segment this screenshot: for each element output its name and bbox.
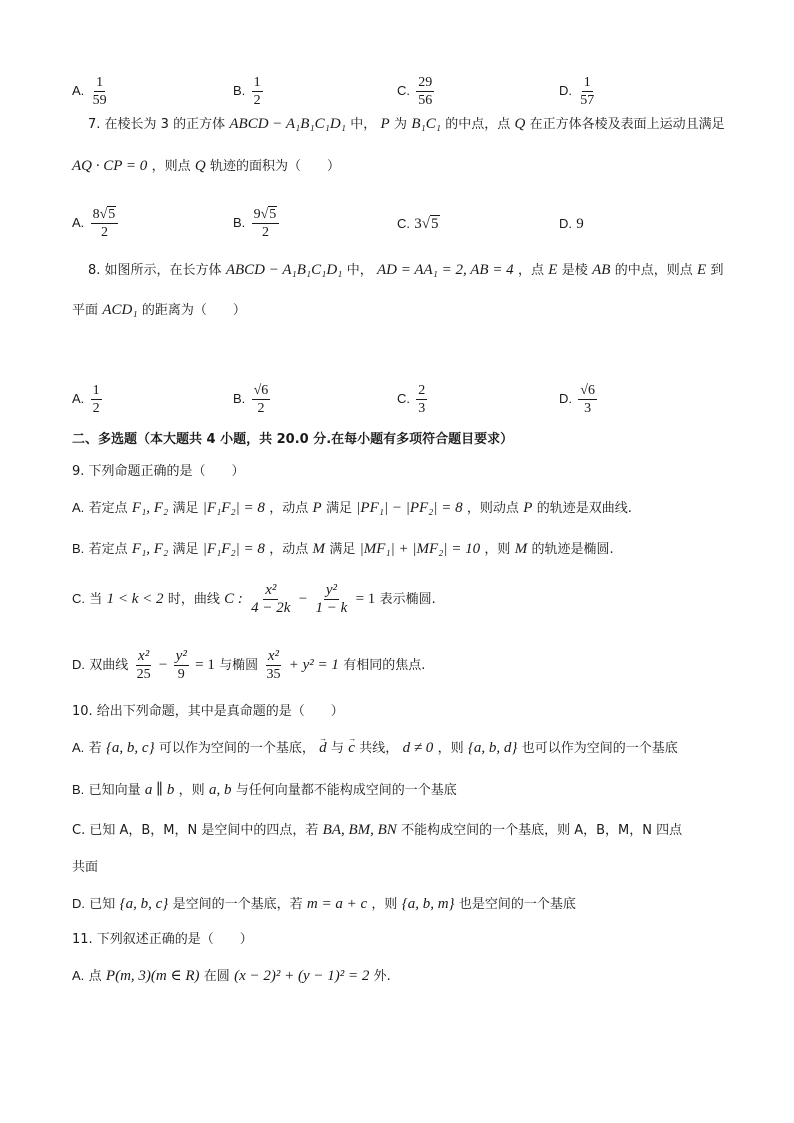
fraction-numerator: 1 — [583, 75, 591, 90]
text: 是空间的一个基底，若 — [172, 897, 303, 912]
coefficient: 3 — [414, 216, 422, 232]
q8-stem-line1 — [88, 260, 724, 281]
fraction-numerator: x² — [138, 648, 150, 664]
fraction-denominator: 3 — [418, 401, 426, 416]
option-letter: C. — [397, 83, 410, 98]
text: 外. — [373, 969, 391, 984]
math: M — [312, 541, 326, 557]
option-letter: B. — [72, 782, 85, 797]
text: 8. 如图所示，在长方体 — [88, 263, 222, 278]
fraction-denominator: 2 — [257, 401, 265, 416]
fraction-denominator: 9 — [177, 667, 185, 682]
math: {a, b, m} — [401, 896, 455, 912]
fraction-denominator: 2 — [100, 225, 108, 240]
math: B₁C₁ — [411, 116, 441, 132]
option-letter: C. — [397, 216, 410, 231]
text: 平面 — [72, 303, 99, 318]
vector: → c — [348, 738, 355, 758]
option-letter: D. — [559, 83, 572, 98]
text: 也是空间的一个基底 — [458, 897, 576, 912]
math: C : — [224, 591, 243, 607]
radicand: 5 — [108, 207, 116, 222]
radicand: 5 — [269, 207, 277, 222]
fraction-numerator: 1 — [96, 75, 104, 90]
text: 满足 — [329, 542, 356, 557]
coefficient: 9 — [253, 207, 261, 222]
q7-options — [72, 194, 772, 240]
math: |MF₁| + |MF₂| = 10 — [359, 541, 481, 557]
text: 当 — [89, 592, 103, 607]
text: 若定点 — [88, 542, 128, 557]
text: 的轨迹是椭圆. — [531, 542, 614, 557]
text: 为 — [394, 117, 408, 132]
fraction-denominator: 56 — [418, 93, 433, 108]
text: 也可以作为空间的一个基底 — [521, 741, 678, 756]
text: ，则 — [178, 783, 205, 798]
math: BA, BM, BN — [322, 822, 397, 838]
math: 1 < k < 2 — [106, 591, 164, 607]
q10-option-c-line2: 共面 — [72, 860, 99, 875]
math: = 1 — [355, 591, 376, 607]
math: d ≠ 0 — [402, 740, 434, 756]
q7-option-b: B. $\frac{9√5}{2}$ — [233, 206, 281, 241]
fraction-numerator: √6 — [253, 383, 269, 398]
text: 的中点，点 — [445, 117, 511, 132]
q6-option-b — [233, 74, 265, 109]
text: ，则 — [484, 542, 511, 557]
math: M — [514, 541, 528, 557]
text: 已知 — [89, 897, 116, 912]
fraction-numerator: 1 — [253, 75, 261, 90]
q11-stem: 11. 下列叙述正确的是（ ） — [72, 932, 253, 947]
q11-option-a — [72, 966, 391, 987]
option-letter: A. — [72, 500, 85, 515]
fraction-denominator: 59 — [92, 93, 107, 108]
math: AQ · CP = 0 — [72, 158, 148, 174]
text: 可以作为空间的一个基底， — [158, 741, 315, 756]
fraction-denominator: 1 − k — [315, 600, 348, 616]
text: ，动点 — [269, 501, 309, 516]
math: Q — [194, 158, 206, 174]
option-letter: C. — [397, 391, 410, 406]
math: |F₁F₂| = 8 — [202, 500, 265, 516]
q9-option-c — [72, 582, 436, 617]
option-letter: A. — [72, 215, 85, 230]
fraction-denominator: 57 — [580, 93, 595, 108]
text: 已知向量 — [88, 783, 141, 798]
q9-stem: 9. 下列命题正确的是（ ） — [72, 464, 245, 479]
q7-option-a: A. $\frac{8√5}{2}$ — [72, 206, 120, 241]
math: E — [548, 262, 558, 278]
option-letter: D. — [72, 657, 85, 672]
q8-stem-line2 — [72, 300, 246, 321]
text: 表示椭圆. — [379, 592, 436, 607]
text: 的距离为（ ） — [141, 303, 246, 318]
q7-option-d — [559, 214, 584, 234]
fraction-numerator: 2 — [418, 383, 426, 398]
math: ACD₁ — [102, 302, 138, 318]
q10-option-d — [72, 894, 576, 915]
math: ABCD − A₁B₁C₁D₁ — [225, 262, 343, 278]
q10-stem: 10. 给出下列命题，其中是真命题的是（ ） — [72, 704, 344, 719]
text: 共线， — [359, 741, 399, 756]
q6-options — [72, 64, 772, 108]
option-letter: A. — [72, 968, 85, 983]
math: P — [380, 116, 390, 132]
q7-option-c: C. 3√5 — [397, 216, 439, 232]
fraction-numerator: x² — [265, 582, 277, 598]
q6-option-c — [397, 74, 436, 109]
fraction-denominator: 25 — [136, 667, 151, 682]
text: C. 已知 A，B，M，N 是空间中的四点，若 — [72, 823, 319, 838]
fraction-denominator: 2 — [92, 401, 100, 416]
fraction-denominator: 3 — [584, 401, 592, 416]
q10-option-a — [72, 738, 678, 759]
text: 是棱 — [561, 263, 588, 278]
fraction-denominator: 2 — [253, 93, 261, 108]
operator: − — [298, 591, 308, 607]
q9-option-b — [72, 539, 614, 560]
text: ，则点 — [151, 159, 191, 174]
q6-option-a — [72, 74, 111, 109]
option-letter: A. — [72, 391, 85, 406]
q8-option-d — [559, 382, 599, 417]
text: 的轨迹是双曲线. — [536, 501, 632, 516]
option-letter: B. — [72, 541, 85, 556]
math: AD = AA₁ = 2, AB = 4 — [377, 262, 514, 278]
fraction-numerator: 29 — [418, 75, 433, 90]
option-value: 9 — [576, 216, 584, 232]
math: P — [312, 500, 322, 516]
math: a, b — [208, 782, 232, 798]
text: 若 — [88, 741, 102, 756]
text: 双曲线 — [89, 658, 129, 673]
text: 轨迹的面积为（ ） — [210, 159, 341, 174]
text: 若定点 — [88, 501, 128, 516]
option-letter: B. — [233, 215, 246, 230]
text: 到 — [710, 263, 724, 278]
fraction-denominator: 35 — [266, 667, 281, 682]
math: AB — [592, 262, 611, 278]
text: 满足 — [172, 542, 199, 557]
option-letter: D. — [559, 391, 572, 406]
q6-option-d — [559, 74, 598, 109]
text: 中， — [350, 117, 377, 132]
operator: − — [158, 657, 168, 673]
text: 有相同的焦点. — [343, 658, 426, 673]
math: P(m, 3)(m ∈ R) — [105, 968, 200, 984]
fraction-numerator: 1 — [92, 383, 100, 398]
math: Q — [514, 116, 526, 132]
math: ABCD − A₁B₁C₁D₁ — [229, 116, 346, 132]
q10-option-b — [72, 780, 457, 801]
math: {a, b, c} — [119, 896, 169, 912]
option-letter: A. — [72, 83, 85, 98]
text: ，则 — [437, 741, 464, 756]
q8-option-c — [397, 382, 429, 417]
q8-options — [72, 372, 772, 416]
math: P — [523, 500, 533, 516]
q10-option-c — [72, 820, 682, 841]
math: |PF₁| − |PF₂| = 8 — [356, 500, 463, 516]
text: 不能构成空间的一个基底，则 A，B，M，N 四点 — [401, 823, 683, 838]
coefficient: 8 — [92, 207, 100, 222]
text: ，则 — [371, 897, 398, 912]
q7-stem-line2 — [72, 156, 340, 177]
math: F₁, F₂ — [131, 500, 169, 516]
option-letter: A. — [72, 740, 85, 755]
option-letter: D. — [72, 896, 85, 911]
q7-stem-line1 — [88, 114, 725, 135]
q9-option-a — [72, 498, 632, 519]
text: ，点 — [517, 263, 544, 278]
fraction-numerator: y² — [175, 648, 187, 664]
text: ，则动点 — [466, 501, 519, 516]
section-title: 二、多选题（本大题共 4 小题，共 20.0 分.在每小题有多项符合题目要求） — [72, 432, 514, 447]
math: |F₁F₂| = 8 — [202, 541, 265, 557]
option-letter: D. — [559, 216, 572, 231]
text: 点 — [88, 969, 102, 984]
q8-option-b — [233, 382, 272, 417]
text: 与 — [330, 741, 344, 756]
math: m = a + c — [306, 896, 368, 912]
math: F₁, F₂ — [131, 541, 169, 557]
fraction-denominator: 4 − 2k — [251, 600, 291, 616]
q9-option-d — [72, 648, 425, 683]
math: E — [697, 262, 707, 278]
text: 满足 — [172, 501, 199, 516]
option-letter: B. — [233, 83, 246, 98]
radicand: 5 — [431, 216, 439, 232]
math: + y² = 1 — [288, 657, 339, 673]
q8-option-a — [72, 382, 104, 417]
fraction-denominator: 2 — [261, 225, 269, 240]
fraction-numerator: √6 — [580, 383, 595, 398]
math: a ∥ b — [144, 782, 175, 798]
math: (x − 2)² + (y − 1)² = 2 — [234, 968, 370, 984]
math: {a, b, d} — [467, 740, 518, 756]
text: 的中点，则点 — [614, 263, 693, 278]
vector: → d — [319, 738, 327, 758]
text: 时，曲线 — [167, 592, 220, 607]
option-letter: B. — [233, 391, 246, 406]
fraction-numerator: y² — [325, 582, 337, 598]
math: {a, b, c} — [105, 740, 155, 756]
option-letter: C. — [72, 591, 85, 606]
text: 与任何向量都不能构成空间的一个基底 — [235, 783, 457, 798]
text: 7. 在棱长为 3 的正方体 — [88, 117, 226, 132]
text: 在圆 — [203, 969, 230, 984]
text: 与椭圆 — [219, 658, 259, 673]
text: 满足 — [325, 501, 352, 516]
text: 中， — [346, 263, 373, 278]
math: = 1 — [195, 657, 215, 673]
text: ，动点 — [269, 542, 309, 557]
fraction-numerator: x² — [267, 648, 280, 664]
text: 在正方体各棱及表面上运动且满足 — [529, 117, 725, 132]
